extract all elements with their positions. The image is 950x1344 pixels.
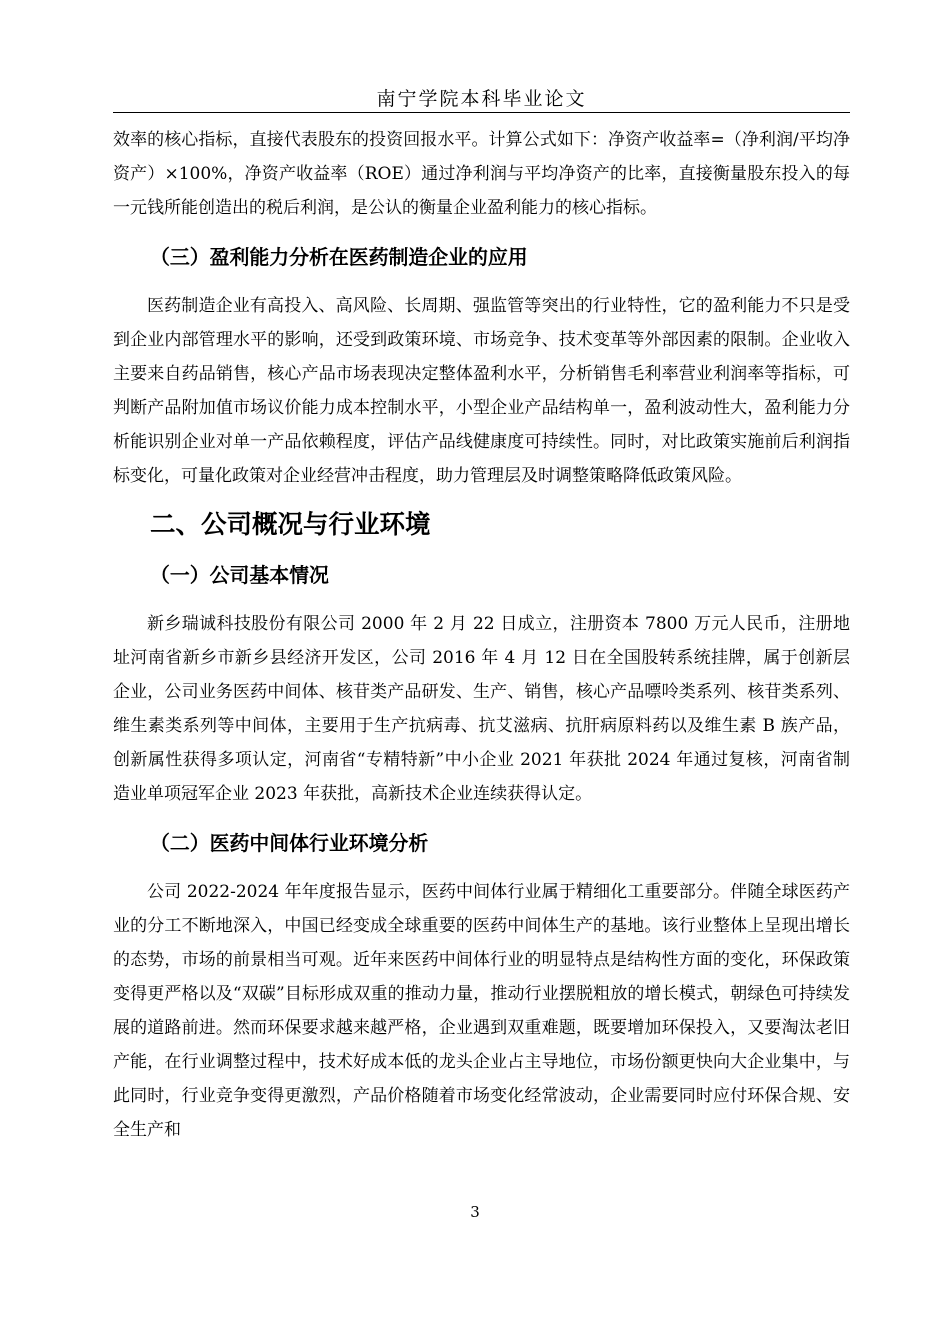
- spacer: [113, 225, 850, 239]
- spacer: [113, 861, 850, 875]
- paragraph-roe-definition: 效率的核心指标，直接代表股东的投资回报水平。计算公式如下：净资产收益率=（净利润/平均净资产）×100%，净资产收益率（ROE）通过净利润与平均净资产的比率，直接衡量股东投入的每一元钱所能创造出的税后利润，是公认的衡量企业盈利能力的核心指标。: [113, 130, 850, 218]
- page-number: 3: [470, 1203, 480, 1221]
- spacer: [113, 543, 850, 557]
- section-heading-profitability-application: （三）盈利能力分析在医药制造企业的应用: [150, 245, 528, 269]
- spacer: [113, 493, 850, 507]
- header-rule: [113, 112, 850, 113]
- running-header: 南宁学院本科毕业论文: [376, 88, 587, 110]
- section-heading-company-basics: （一）公司基本情况: [150, 563, 329, 587]
- spacer: [113, 811, 850, 825]
- paragraph-pharma-profitability: 医药制造企业有高投入、高风险、长周期、强监管等突出的行业特性，它的盈利能力不只是受到企业内部管理水平的影响，还受到政策环境、市场竞争、技术变革等外部因素的限制。企业收入主要来自药品销售，核心产品市场表现决定整体盈利水平，分析销售毛利率营业利润率等指标，可判断产品附加值市场议价能力成本控制水平，小型企业产品结构单一，盈利波动性大，盈利能力分析能识别企业对单一产品依赖程度，评估产品线健康度可持续性。同时，对比政策实施前后利润指标变化，可量化政策对企业经营冲击程度，助力管理层及时调整策略降低政策风险。: [113, 296, 850, 486]
- spacer: [113, 275, 850, 289]
- body-text: [113, 123, 850, 1147]
- paragraph-company-basics: 新乡瑞诚科技股份有限公司 2000 年 2 月 22 日成立，注册资本 7800 万元人民币，注册地址河南省新乡市新乡县经济开发区，公司 2016 年 4 月 12 日在全国股转系统挂牌，属于创新层企业，公司业务医药中间体、核苷类产品研发、生产、销售，核心产品嘌呤类系列、核苷类系列、维生素类系列等中间体，主要用于生产抗病毒、抗艾滋病、抗肝病原料药以及维生素 B 族产品，创新属性获得多项认定，河南省“专精特新”中小企业 2021 年获批 2024 年通过复核，河南省制造业单项冠军企业 2023 年获批，高新技术企业连续获得认定。: [113, 614, 850, 804]
- chapter-heading-company-overview: 二、公司概况与行业环境: [150, 510, 431, 540]
- section-heading-industry-environment: （二）医药中间体行业环境分析: [150, 831, 429, 855]
- paragraph-industry-environment: 公司 2022-2024 年年度报告显示，医药中间体行业属于精细化工重要部分。伴随全球医药产业的分工不断地深入，中国已经变成全球重要的医药中间体生产的基地。该行业整体上呈现出增长的态势，市场的前景相当可观。近年来医药中间体行业的明显特点是结构性方面的变化，环保政策变得更严格以及“双碳”目标形成双重的推动力量，推动行业摆脱粗放的增长模式，朝绿色可持续发展的道路前进。然而环保要求越来越严格，企业遇到双重难题，既要增加环保投入，又要淘汰老旧产能，在行业调整过程中，技术好成本低的龙头企业占主导地位，市场份额更快向大企业集中，与此同时，行业竞争变得更激烈，产品价格随着市场变化经常波动，企业需要同时应付环保合规、安全生产和: [113, 882, 850, 1140]
- spacer: [113, 593, 850, 607]
